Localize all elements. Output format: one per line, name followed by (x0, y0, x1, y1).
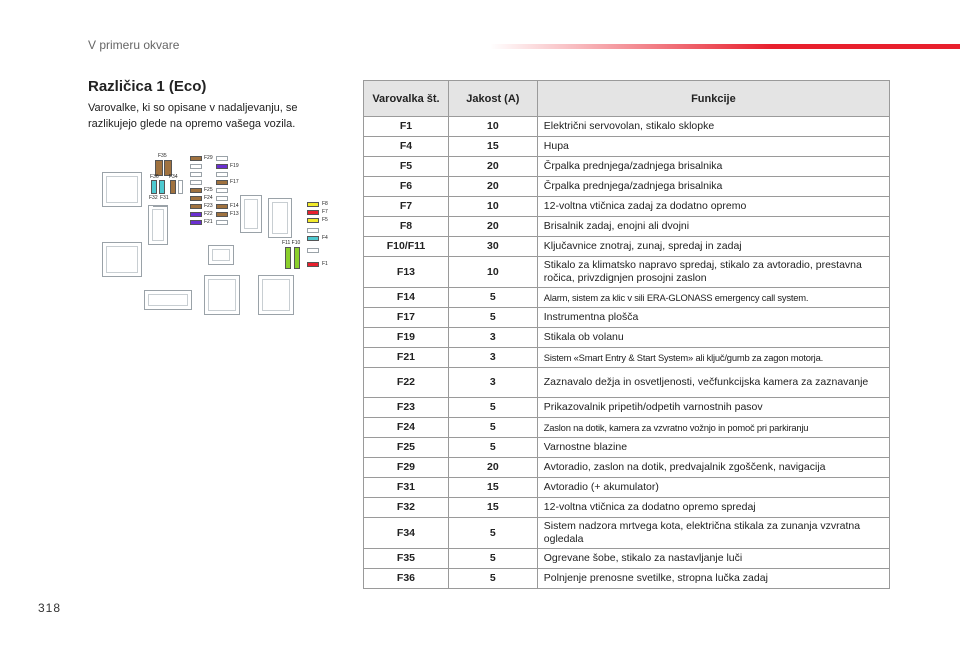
fuse-number-cell: F31 (364, 478, 449, 498)
fuse-f34 (170, 180, 176, 194)
function-cell: Stikala ob volanu (537, 328, 889, 348)
fuse-f25 (190, 188, 202, 193)
header-fuse-number: Varovalka št. (364, 81, 449, 117)
fuse-label: F31 (160, 195, 169, 201)
rating-cell: 5 (448, 288, 537, 308)
fuse-label: F19 (230, 163, 239, 169)
function-cell: Črpalka prednjega/zadnjega brisalnika (537, 177, 889, 197)
rating-cell: 10 (448, 257, 537, 288)
fuse-label: F24 (204, 195, 213, 201)
rating-cell: 15 (448, 478, 537, 498)
function-cell: Alarm, sistem za klic v sili ERA-GLONASS emergency call system. (537, 288, 889, 308)
function-cell: Sistem «Smart Entry & Start System» ali ključ/gumb za zagon motorja. (537, 348, 889, 368)
rating-cell: 20 (448, 458, 537, 478)
fuse-f21 (190, 220, 202, 225)
fuse-box-block (148, 205, 168, 245)
fuse-label: F35 (158, 153, 167, 159)
fuse-label: F25 (204, 187, 213, 193)
table-body (364, 117, 890, 589)
table-row (364, 438, 890, 458)
header-functions: Funkcije (537, 81, 889, 117)
fuse-number-cell: F5 (364, 157, 449, 177)
table-row (364, 328, 890, 348)
fuse-label: F36 (150, 174, 159, 180)
rating-cell: 5 (448, 518, 537, 549)
fuse-f14 (216, 204, 228, 209)
fuse-f1 (307, 262, 319, 267)
rating-cell: 5 (448, 308, 537, 328)
fuse-number-cell: F14 (364, 288, 449, 308)
table-row (364, 418, 890, 438)
rating-cell: 20 (448, 177, 537, 197)
function-cell: Prikazovalnik pripetih/odpetih varnostnih pasov (537, 398, 889, 418)
fuse-slot (178, 180, 183, 194)
table-row (364, 458, 890, 478)
fuse-box-block (102, 172, 142, 207)
fuse-number-cell: F32 (364, 498, 449, 518)
fuse-label: F11 F10 (282, 240, 301, 246)
table-row (364, 498, 890, 518)
fuse-number-cell: F4 (364, 137, 449, 157)
fuse-number-cell: F29 (364, 458, 449, 478)
fuse-f17 (216, 180, 228, 185)
fuse-number-cell: F8 (364, 217, 449, 237)
fuse-box-block (144, 290, 192, 310)
fuse-number-cell: F7 (364, 197, 449, 217)
fuse-label: F17 (230, 179, 239, 185)
fuse-label: F29 (204, 155, 213, 161)
fuse-number-cell: F10/F11 (364, 237, 449, 257)
fuse-number-cell: F23 (364, 398, 449, 418)
fuse-number-cell: F36 (364, 569, 449, 589)
table-row (364, 569, 890, 589)
table-header-row (364, 81, 890, 117)
fuse-number-cell: F21 (364, 348, 449, 368)
function-cell: Varnostne blazine (537, 438, 889, 458)
rating-cell: 10 (448, 117, 537, 137)
fuse-label: F22 (204, 211, 213, 217)
function-cell: Zaslon na dotik, kamera za vzvratno vožnjo in pomoč pri parkiranju (537, 418, 889, 438)
table-row (364, 117, 890, 137)
fuse-f7 (307, 210, 319, 215)
fuse-number-cell: F6 (364, 177, 449, 197)
fuse-slot (190, 172, 202, 177)
fuse-f23 (190, 204, 202, 209)
fuse-f4 (307, 236, 319, 241)
function-cell: Zaznavalo dežja in osvetljenosti, večfunkcijska kamera za zaznavanje (537, 368, 889, 398)
fuse-f32 (151, 180, 157, 194)
table-row (364, 137, 890, 157)
fuse-f22 (190, 212, 202, 217)
function-cell: Ključavnice znotraj, zunaj, spredaj in zadaj (537, 237, 889, 257)
table-row (364, 288, 890, 308)
rating-cell: 5 (448, 418, 537, 438)
table-row (364, 348, 890, 368)
function-cell: Avtoradio (+ akumulator) (537, 478, 889, 498)
fuse-slot (153, 205, 167, 207)
rating-cell: 15 (448, 498, 537, 518)
fuse-box-diagram (98, 150, 338, 315)
function-cell: Ogrevane šobe, stikalo za nastavljanje luči (537, 549, 889, 569)
fuse-slot (216, 172, 228, 177)
header-rating: Jakost (A) (448, 81, 537, 117)
fuse-number-cell: F24 (364, 418, 449, 438)
fuse-slot (307, 248, 319, 253)
fuse-slot (216, 196, 228, 201)
table-row (364, 308, 890, 328)
rating-cell: 3 (448, 328, 537, 348)
fuse-box-block (268, 198, 292, 238)
fuse-f31 (159, 180, 165, 194)
fuse-box-block (240, 195, 262, 233)
fuse-slot (216, 156, 228, 161)
rating-cell: 5 (448, 438, 537, 458)
fuse-number-cell: F22 (364, 368, 449, 398)
fuse-box-block (258, 275, 294, 315)
fuse-label: F34 (169, 174, 178, 180)
fuse-label: F32 (149, 195, 158, 201)
rating-cell: 15 (448, 137, 537, 157)
fuse-number-cell: F25 (364, 438, 449, 458)
table-row (364, 217, 890, 237)
fuse-slot (216, 220, 228, 225)
rating-cell: 20 (448, 217, 537, 237)
table-row (364, 518, 890, 549)
fuse-label: F4 (322, 235, 328, 241)
rating-cell: 5 (448, 549, 537, 569)
fuse-f8 (307, 202, 319, 207)
function-cell: 12-voltna vtičnica zadaj za dodatno opremo (537, 197, 889, 217)
rating-cell: 20 (448, 157, 537, 177)
fuse-number-cell: F1 (364, 117, 449, 137)
table-row (364, 368, 890, 398)
fuse-number-cell: F13 (364, 257, 449, 288)
fuse-label: F8 (322, 201, 328, 207)
table-row (364, 398, 890, 418)
table-row (364, 549, 890, 569)
intro-text: Varovalke, ki so opisane v nadaljevanju, se razlikujejo glede na opremo vašega vozila. (88, 102, 298, 130)
table-row (364, 177, 890, 197)
rating-cell: 30 (448, 237, 537, 257)
function-cell: Instrumentna plošča (537, 308, 889, 328)
fuse-f29 (190, 156, 202, 161)
fuse-number-cell: F17 (364, 308, 449, 328)
page-number: 318 (38, 601, 62, 615)
table-row (364, 237, 890, 257)
function-cell: Črpalka prednjega/zadnjega brisalnika (537, 157, 889, 177)
function-cell: Brisalnik zadaj, enojni ali dvojni (537, 217, 889, 237)
fuse-slot (216, 188, 228, 193)
table-row (364, 197, 890, 217)
fuse-slot (307, 228, 319, 233)
fuse-f13 (216, 212, 228, 217)
fuse-f5 (307, 218, 319, 223)
function-cell: Stikalo za klimatsko napravo spredaj, stikalo za avtoradio, prestavna ročica, privzdignjen prosojni zaslon (537, 257, 889, 288)
section-header: V primeru okvare (88, 38, 180, 52)
function-cell: Električni servovolan, stikalo sklopke (537, 117, 889, 137)
fuse-slot (190, 164, 202, 169)
header-accent-line (490, 44, 960, 49)
function-cell: Sistem nadzora mrtvega kota, električna stikala za zunanja vzvratna ogledala (537, 518, 889, 549)
rating-cell: 3 (448, 348, 537, 368)
function-cell: Avtoradio, zaslon na dotik, predvajalnik zgoščenk, navigacija (537, 458, 889, 478)
fuse-f24 (190, 196, 202, 201)
rating-cell: 3 (448, 368, 537, 398)
fuse-label: F23 (204, 203, 213, 209)
fuse-slot (190, 180, 202, 185)
fuse-label: F5 (322, 217, 328, 223)
fuse-number-cell: F19 (364, 328, 449, 348)
function-cell: Hupa (537, 137, 889, 157)
fuse-f10 (294, 247, 300, 269)
fuse-number-cell: F34 (364, 518, 449, 549)
function-cell: Polnjenje prenosne svetilke, stropna lučka zadaj (537, 569, 889, 589)
fuse-f19 (216, 164, 228, 169)
fuse-label: F7 (322, 209, 328, 215)
table-row (364, 257, 890, 288)
fuse-table (363, 80, 890, 589)
rating-cell: 5 (448, 398, 537, 418)
fuse-label: F14 (230, 203, 239, 209)
fuse-box-block (102, 242, 142, 277)
fuse-label: F13 (230, 211, 239, 217)
table-row (364, 478, 890, 498)
function-cell: 12-voltna vtičnica za dodatno opremo spredaj (537, 498, 889, 518)
fuse-label: F1 (322, 261, 328, 267)
rating-cell: 5 (448, 569, 537, 589)
table-row (364, 157, 890, 177)
page-title: Različica 1 (Eco) (88, 78, 207, 95)
fuse-box-block (208, 245, 234, 265)
fuse-number-cell: F35 (364, 549, 449, 569)
fuse-f11 (285, 247, 291, 269)
fuse-label: F21 (204, 219, 213, 225)
fuse-box-block (204, 275, 240, 315)
rating-cell: 10 (448, 197, 537, 217)
